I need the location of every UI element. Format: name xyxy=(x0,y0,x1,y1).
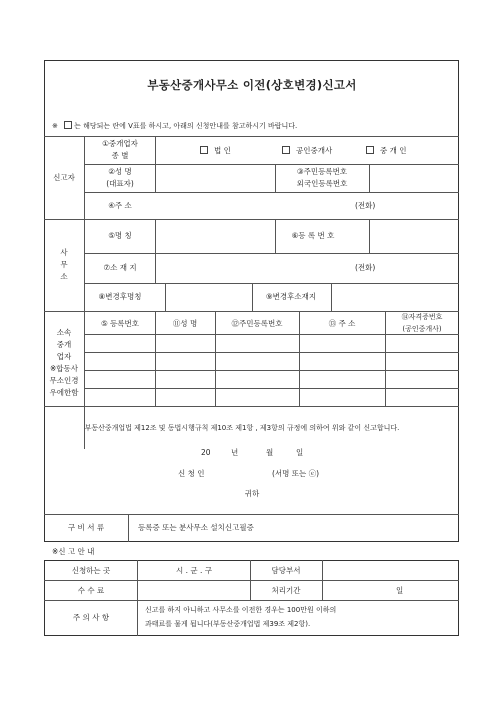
recipient-label: 귀하 xyxy=(244,489,260,498)
grid-line xyxy=(155,311,156,406)
grid-line xyxy=(84,136,85,449)
col-resident-id: ⑫주민등록번호 xyxy=(231,319,283,328)
grid-line xyxy=(369,219,370,253)
col-license-number-sub: (공인중개사) xyxy=(402,325,442,333)
affiliated-label-4: ※합동사 xyxy=(49,364,79,373)
fee-label: 수 수 료 xyxy=(77,586,105,595)
grid-line xyxy=(369,164,370,192)
affiliated-label-6: 우에한함 xyxy=(49,388,79,397)
form-title: 부동산중개사무소 이전(상호변경)신고서 xyxy=(147,78,357,92)
col-name: ⑪성 명 xyxy=(172,319,198,328)
grid-line xyxy=(299,311,300,406)
documents-value: 등록증 또는 분사무소 설치신고필증 xyxy=(138,523,254,532)
grid-line xyxy=(44,514,459,515)
grid-line xyxy=(155,219,156,253)
processing-period-value: 일 xyxy=(396,586,404,595)
member-type-label: ①중개업자 xyxy=(102,139,138,148)
grid-line xyxy=(215,311,216,406)
grid-line xyxy=(44,311,459,312)
option-broker[interactable]: 중 개 인 xyxy=(366,146,407,155)
grid-line xyxy=(44,600,459,601)
col-reg-number: ⑤ 등록번호 xyxy=(100,319,140,328)
grid-line xyxy=(44,136,459,137)
date-day-unit: 일 xyxy=(296,448,304,457)
grid-line xyxy=(252,283,253,311)
processing-period-label: 처리기간 xyxy=(271,586,301,595)
grid-line xyxy=(250,560,251,600)
grid-line xyxy=(137,560,138,636)
name-label: ②성 명 xyxy=(108,167,132,176)
date-year: 20 xyxy=(201,448,211,457)
grid-line xyxy=(84,253,459,254)
grid-line xyxy=(165,283,166,311)
new-name-label: ⑧변경후명칭 xyxy=(98,292,142,301)
grid-line xyxy=(84,283,459,284)
department-label: 담당부서 xyxy=(271,566,301,575)
grid-line xyxy=(44,406,459,407)
option-corporation[interactable]: 법 인 xyxy=(200,146,231,155)
notice-line-1: 신고를 하지 아니하고 사무소를 이전한 경우는 100만원 이하의 xyxy=(145,606,337,614)
resident-id-label: ③주민등록번호 xyxy=(296,167,348,176)
col-license-number: ⑭자격증번호 xyxy=(401,313,443,321)
documents-label: 구 비 서 류 xyxy=(67,523,105,532)
grid-line xyxy=(275,164,276,192)
address-label: ④주 소 xyxy=(108,201,132,210)
checkbox-icon[interactable] xyxy=(200,146,208,154)
grid-line xyxy=(84,352,459,353)
grid-line xyxy=(44,219,459,220)
grid-line xyxy=(155,253,156,283)
instruction-line xyxy=(52,121,297,130)
grid-line xyxy=(331,283,332,311)
note-mark: ※ xyxy=(52,122,58,130)
office-section-label-3: 소 xyxy=(60,272,68,281)
office-section-label-1: 사 xyxy=(60,248,68,257)
signature-label: (서명 또는 ⓔ) xyxy=(272,469,320,478)
guide-heading: ※신 고 안 내 xyxy=(52,547,95,556)
notice-label: 주 의 사 항 xyxy=(72,613,110,622)
checkbox-icon[interactable] xyxy=(282,146,290,154)
affiliated-label-5: 무소인경 xyxy=(49,376,79,385)
grid-line xyxy=(44,580,459,581)
option-licensed-agent[interactable]: 공인중개사 xyxy=(282,146,332,155)
affiliated-label-2: 중개 xyxy=(56,340,72,349)
office-reg-number-label: ⑥등 록 번 호 xyxy=(291,231,335,240)
checkbox-icon[interactable] xyxy=(366,146,374,154)
grid-line xyxy=(84,164,459,165)
new-location-label: ⑨변경후소재지 xyxy=(265,292,317,301)
submit-place-label: 신청하는 곳 xyxy=(71,566,111,575)
date-month-unit: 월 xyxy=(266,448,274,457)
applicant-label: 신 청 인 xyxy=(178,469,205,478)
date-year-unit: 년 xyxy=(231,448,239,457)
office-section-label-2: 무 xyxy=(60,260,68,269)
submit-place-value: 시 . 군 . 구 xyxy=(175,566,213,575)
grid-line xyxy=(275,219,276,253)
declaration-statement: 부동산중개업법 제12조 및 동법시행규칙 제10조 제1항 , 제3항의 규정에 의하여 위와 같이 신고합니다. xyxy=(84,424,400,432)
grid-line xyxy=(84,388,459,389)
notice-line-2: 과태료를 물게 됩니다(부동산중개업법 제39조 제2항). xyxy=(145,620,311,628)
grid-line xyxy=(385,311,386,406)
checkbox-icon xyxy=(64,121,72,129)
instruction-text: 는 해당되는 란에 V표를 하시고, 아래의 신청안내를 참고하시기 바랍니다. xyxy=(74,122,298,130)
col-address: ⑬ 주 소 xyxy=(328,319,356,328)
grid-line xyxy=(128,514,129,542)
reporter-section-label: 신고자 xyxy=(53,173,75,182)
foreigner-id-label: 외국인등록번호 xyxy=(296,179,348,188)
affiliated-label-3: 업자 xyxy=(56,352,72,361)
affiliated-label-1: 소속 xyxy=(56,328,72,337)
office-phone-label: (전화) xyxy=(355,263,376,272)
office-name-label: ⑤명 칭 xyxy=(108,231,132,240)
name-sub-label: (대표자) xyxy=(106,179,134,188)
grid-line xyxy=(322,560,323,600)
office-location-label: ⑦소 재 지 xyxy=(103,263,137,272)
grid-line xyxy=(84,334,459,335)
address-phone-label: (전화) xyxy=(355,201,376,210)
grid-line xyxy=(84,192,459,193)
grid-line xyxy=(84,370,459,371)
member-type-label-2: 종 별 xyxy=(111,151,129,160)
